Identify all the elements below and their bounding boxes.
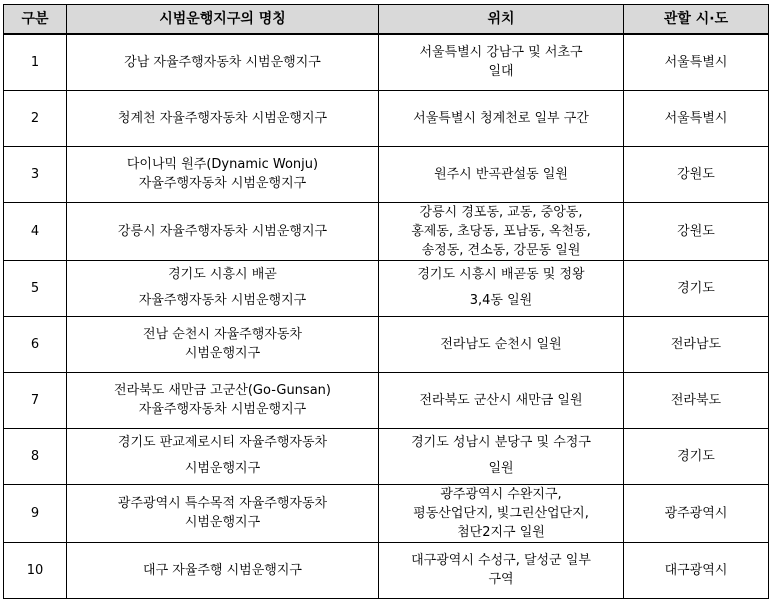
cell-authority: 전라북도 — [624, 372, 769, 428]
cell-location — [379, 90, 624, 146]
cell-name-line: 대구 자율주행 시범운행지구 — [143, 562, 302, 578]
cell-num: 5 — [4, 260, 67, 316]
cell-authority: 전라남도 — [624, 316, 769, 372]
cell-name-line: 시범운행지구 — [184, 346, 261, 361]
cell-location — [379, 260, 624, 316]
cell-name-line: 다이나믹 원주(Dynamic Wonju) — [126, 157, 319, 172]
cell-num: 1 — [4, 34, 67, 90]
cell-authority: 서울특별시 — [624, 34, 769, 90]
cell-num: 3 — [4, 146, 67, 202]
cell-name-line: 자율주행자동차 시범운행지구 — [138, 176, 307, 191]
cell-location — [379, 484, 624, 542]
cell-num: 7 — [4, 372, 67, 428]
header-row — [4, 5, 769, 35]
cell-num: 2 — [4, 90, 67, 146]
cell-location-line: 원주시 반곡관설동 일원 — [434, 166, 568, 182]
cell-location-line: 경기도 시흥시 배곧동 및 정왕 — [417, 267, 585, 282]
cell-num: 9 — [4, 484, 67, 542]
cell-authority: 강원도 — [624, 202, 769, 260]
cell-num: 6 — [4, 316, 67, 372]
cell-authority: 광주광역시 — [624, 484, 769, 542]
cell-location-line: 3,4동 일원 — [469, 293, 533, 308]
cell-location-line: 일대 — [488, 64, 514, 80]
cell-name — [67, 428, 379, 484]
cell-location-line: 구역 — [488, 572, 514, 587]
cell-name-line: 청계천 자율주행자동차 시범운행지구 — [117, 110, 328, 126]
cell-authority: 경기도 — [624, 428, 769, 484]
table-row — [4, 202, 769, 260]
cell-name — [67, 542, 379, 598]
table-row — [4, 260, 769, 316]
cell-location-line: 전라북도 군산시 새만금 일원 — [419, 392, 583, 408]
cell-authority: 강원도 — [624, 146, 769, 202]
cell-name — [67, 316, 379, 372]
table-row — [4, 90, 769, 146]
cell-name-line: 자율주행자동차 시범운행지구 — [138, 293, 307, 308]
cell-name — [67, 202, 379, 260]
cell-name — [67, 260, 379, 316]
cell-name — [67, 484, 379, 542]
cell-location-line: 강릉시 경포동, 교동, 중앙동, — [419, 204, 583, 220]
cell-location-line: 서울특별시 강남구 및 서초구 — [419, 45, 583, 61]
cell-num: 4 — [4, 202, 67, 260]
cell-location — [379, 34, 624, 90]
cell-name-line: 시범운행지구 — [184, 515, 261, 530]
cell-location-line: 첨단2지구 일원 — [457, 524, 545, 540]
cell-location-line: 홍제동, 초당동, 포남동, 옥천동, — [411, 223, 591, 239]
header-location: 위치 — [379, 5, 624, 35]
cell-num: 10 — [4, 542, 67, 598]
table-row — [4, 34, 769, 90]
cell-location — [379, 372, 624, 428]
cell-location — [379, 146, 624, 202]
table-row — [4, 372, 769, 428]
table-row — [4, 146, 769, 202]
cell-name-line: 광주광역시 특수목적 자율주행자동차 — [117, 496, 328, 511]
cell-num: 8 — [4, 428, 67, 484]
cell-name-line: 강릉시 자율주행자동차 시범운행지구 — [117, 223, 328, 239]
cell-name — [67, 372, 379, 428]
header-authority: 관할 시·도 — [624, 5, 769, 35]
cell-location — [379, 542, 624, 598]
cell-location — [379, 316, 624, 372]
cell-name-line: 시범운행지구 — [184, 461, 261, 476]
header-num: 구분 — [4, 5, 67, 35]
cell-name-line: 강남 자율주행자동차 시범운행지구 — [124, 54, 321, 70]
cell-name-line: 경기도 시흥시 배곧 — [168, 267, 277, 282]
cell-location-line: 송정동, 견소동, 강문동 일원 — [421, 242, 581, 258]
table-row — [4, 542, 769, 598]
table-row — [4, 428, 769, 484]
pilot-zone-table — [3, 4, 769, 599]
cell-name — [67, 146, 379, 202]
cell-location-line: 광주광역시 수완지구, — [440, 486, 562, 502]
table-row — [4, 316, 769, 372]
cell-location-line: 전라남도 순천시 일원 — [440, 336, 562, 352]
cell-name-line: 경기도 판교제로시티 자율주행자동차 — [117, 435, 328, 450]
cell-location-line: 일원 — [488, 461, 514, 476]
cell-authority: 대구광역시 — [624, 542, 769, 598]
cell-name-line: 자율주행자동차 시범운행지구 — [138, 402, 307, 417]
header-name: 시범운행지구의 명칭 — [67, 5, 379, 35]
cell-location-line: 경기도 성남시 분당구 및 수정구 — [411, 435, 591, 450]
cell-location — [379, 428, 624, 484]
cell-location-line: 대구광역시 수성구, 달성군 일부 — [411, 553, 591, 568]
cell-name — [67, 34, 379, 90]
cell-authority: 경기도 — [624, 260, 769, 316]
cell-name-line: 전남 순천시 자율주행자동차 — [143, 327, 302, 342]
cell-name — [67, 90, 379, 146]
cell-location-line: 평동산업단지, 빛그린산업단지, — [413, 505, 589, 521]
cell-authority: 서울특별시 — [624, 90, 769, 146]
cell-location-line: 서울특별시 청계천로 일부 구간 — [413, 110, 589, 126]
cell-location — [379, 202, 624, 260]
table-row — [4, 484, 769, 542]
cell-name-line: 전라북도 새만금 고군산(Go-Gunsan) — [114, 383, 331, 398]
